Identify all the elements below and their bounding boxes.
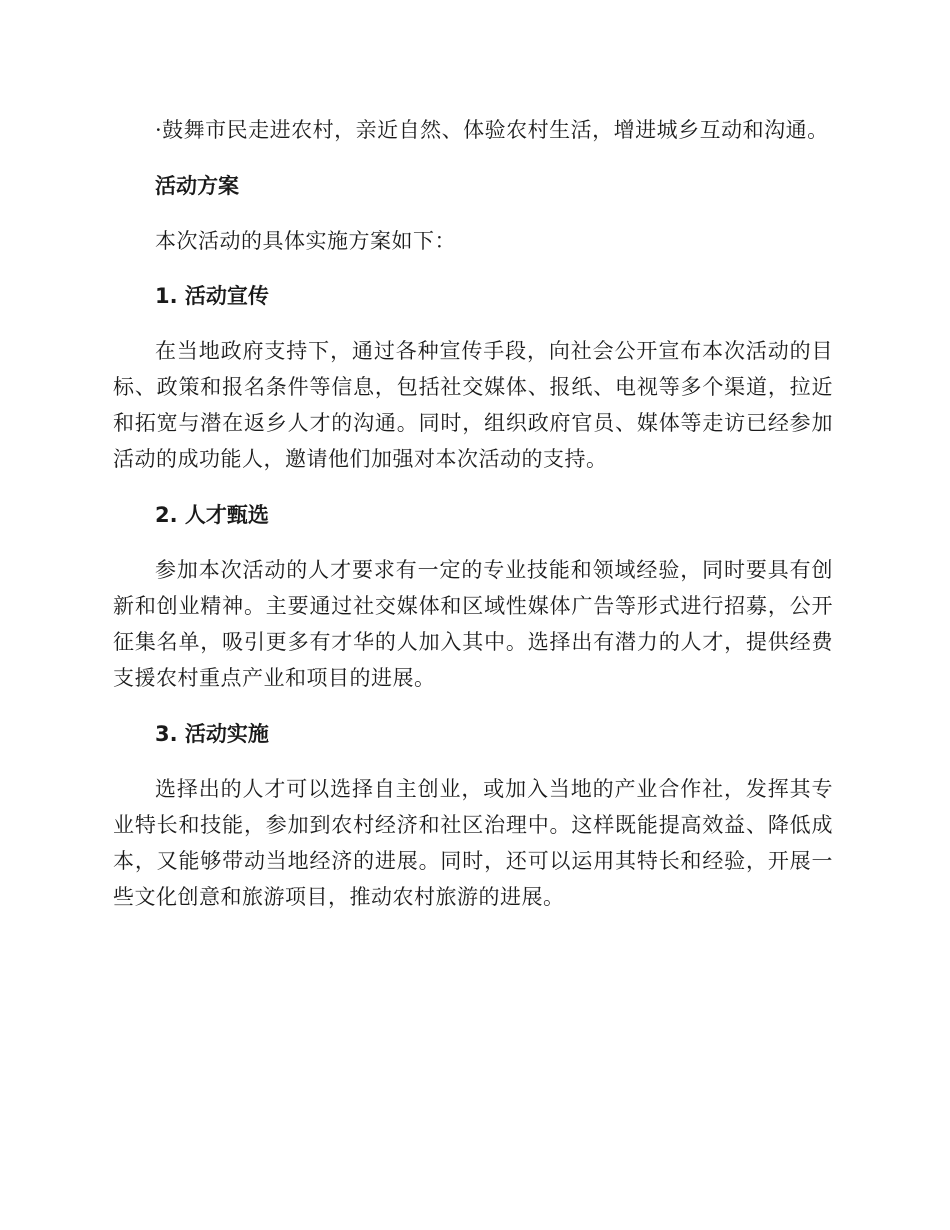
item-heading-3: 3. 活动实施 [155, 722, 269, 746]
item-body-1: 在当地政府支持下，通过各种宣传手段，向社会公开宣布本次活动的目标、政策和报名条件等信息，包括社交媒体、报纸、电视等多个渠道，拉近和拓宽与潜在返乡人才的沟通。同时，组织政府官员、媒体等走访已经参加活动的成功能人，邀请他们加强对本次活动的支持。 [113, 339, 833, 471]
item-heading-1: 1. 活动宣传 [155, 284, 269, 308]
item-body-3: 选择出的人才可以选择自主创业，或加入当地的产业合作社，发挥其专业特长和技能，参加到农村经济和社区治理中。这样既能提高效益、降低成本，又能够带动当地经济的进展。同时，还可以运用其特长和经验，开展一些文化创意和旅游项目，推动农村旅游的进展。 [113, 777, 833, 909]
intro-paragraph: 本次活动的具体实施方案如下： [155, 229, 456, 253]
item-heading-2: 2. 人才甄选 [155, 503, 269, 527]
bullet-paragraph: ·鼓舞市民走进农村，亲近自然、体验农村生活，增进城乡互动和沟通。 [155, 118, 829, 142]
item-body-2: 参加本次活动的人才要求有一定的专业技能和领域经验，同时要具有创新和创业精神。主要通过社交媒体和区域性媒体广告等形式进行招募，公开征集名单，吸引更多有才华的人加入其中。选择出有潜力的人才，提供经费支援农村重点产业和项目的进展。 [113, 558, 833, 690]
document-content [113, 112, 833, 915]
section-title: 活动方案 [155, 174, 239, 198]
